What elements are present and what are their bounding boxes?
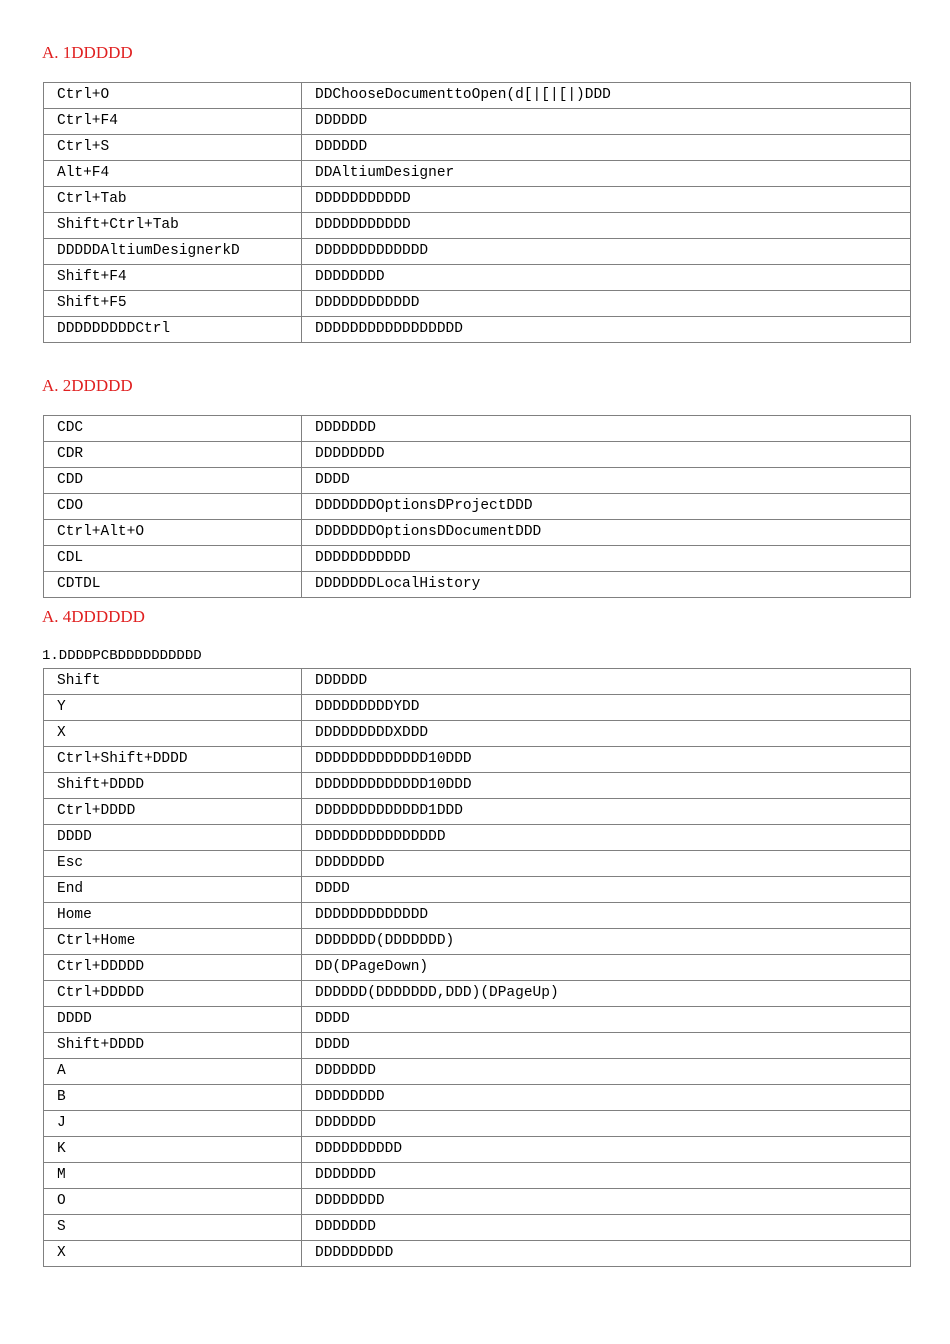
shortcut-description-cell: DDDDDDDDDDD <box>302 187 911 213</box>
shortcut-description-cell: DDDDDD <box>302 135 911 161</box>
shortcut-key-cell: X <box>44 721 302 747</box>
shortcut-key-cell: Home <box>44 903 302 929</box>
table-row <box>44 494 911 520</box>
shortcut-key-cell: Ctrl+DDDDD <box>44 981 302 1007</box>
shortcut-description-cell: DDDDDDDDDDDDD10DDD <box>302 773 911 799</box>
table-row <box>44 109 911 135</box>
table-row <box>44 1137 911 1163</box>
shortcut-key-cell: K <box>44 1137 302 1163</box>
shortcut-key-cell: Ctrl+O <box>44 83 302 109</box>
shortcut-description-cell: DDDDDDDD <box>302 1189 911 1215</box>
shortcut-key-cell: CDR <box>44 442 302 468</box>
shortcut-description-cell: DDDDDDDDDDDDDDD <box>302 825 911 851</box>
table-row <box>44 468 911 494</box>
shortcut-key-cell: CDL <box>44 546 302 572</box>
shortcut-table-a1 <box>43 82 911 343</box>
table-row <box>44 187 911 213</box>
shortcut-description-cell: DDDDDDDD <box>302 851 911 877</box>
shortcut-key-cell: X <box>44 1241 302 1267</box>
shortcut-key-cell: J <box>44 1111 302 1137</box>
shortcut-key-cell: S <box>44 1215 302 1241</box>
shortcut-description-cell: DDDDDDD <box>302 1111 911 1137</box>
shortcut-key-cell: Shift+F5 <box>44 291 302 317</box>
table-row <box>44 877 911 903</box>
shortcut-key-cell: CDC <box>44 416 302 442</box>
shortcut-key-cell: M <box>44 1163 302 1189</box>
table-row <box>44 669 911 695</box>
section-heading-a4: A. 4DDDDDD <box>42 607 145 626</box>
table-row <box>44 955 911 981</box>
table-row <box>44 416 911 442</box>
table-row <box>44 83 911 109</box>
table-row <box>44 1163 911 1189</box>
table-row <box>44 520 911 546</box>
shortcut-key-cell: Ctrl+Tab <box>44 187 302 213</box>
section-heading-a1: A. 1DDDDD <box>42 43 133 62</box>
table-row <box>44 1215 911 1241</box>
shortcut-description-cell: DDDDDDD <box>302 1215 911 1241</box>
shortcut-description-cell: DDDDDDDDDD <box>302 1137 911 1163</box>
shortcut-key-cell: Ctrl+Alt+O <box>44 520 302 546</box>
table-row <box>44 929 911 955</box>
shortcut-key-cell: B <box>44 1085 302 1111</box>
table-row <box>44 981 911 1007</box>
table-row <box>44 265 911 291</box>
table-row <box>44 135 911 161</box>
shortcut-description-cell: DDDDDDDLocalHistory <box>302 572 911 598</box>
shortcut-description-cell: DDAltiumDesigner <box>302 161 911 187</box>
table-row <box>44 1059 911 1085</box>
table-row <box>44 161 911 187</box>
table-row <box>44 747 911 773</box>
shortcut-description-cell: DDDDDDDDDDDD <box>302 291 911 317</box>
shortcut-key-cell: Ctrl+DDDD <box>44 799 302 825</box>
shortcut-key-cell: DDDDDDDDDCtrl <box>44 317 302 343</box>
shortcut-description-cell: DDDDDDD <box>302 1059 911 1085</box>
table-row <box>44 1007 911 1033</box>
table-row <box>44 903 911 929</box>
table-row <box>44 239 911 265</box>
table-row <box>44 721 911 747</box>
shortcut-description-cell: DDDDDDDDDDD <box>302 546 911 572</box>
table-row <box>44 695 911 721</box>
shortcut-description-cell: DDDDDDDOptionsDDocumentDDD <box>302 520 911 546</box>
table-row <box>44 1189 911 1215</box>
shortcut-key-cell: Ctrl+DDDDD <box>44 955 302 981</box>
table-row <box>44 213 911 239</box>
shortcut-key-cell: Ctrl+Home <box>44 929 302 955</box>
shortcut-description-cell: DDDD <box>302 877 911 903</box>
shortcut-description-cell: DDDD <box>302 1007 911 1033</box>
section-heading-a2: A. 2DDDDD <box>42 376 133 395</box>
shortcut-key-cell: Shift+DDDD <box>44 773 302 799</box>
shortcut-key-cell: Shift+DDDD <box>44 1033 302 1059</box>
table-row <box>44 825 911 851</box>
shortcut-key-cell: Ctrl+S <box>44 135 302 161</box>
shortcut-description-cell: DDDD <box>302 1033 911 1059</box>
table-row <box>44 1111 911 1137</box>
shortcut-description-cell: DDDDDDDOptionsDProjectDDD <box>302 494 911 520</box>
shortcut-description-cell: DDDDDDD <box>302 416 911 442</box>
shortcut-key-cell: Ctrl+Shift+DDDD <box>44 747 302 773</box>
table-row <box>44 773 911 799</box>
shortcut-table-a2 <box>43 415 911 598</box>
shortcut-description-cell: DDDDDDDDDDDDDDDDD <box>302 317 911 343</box>
shortcut-description-cell: DDDDDDDDDDD <box>302 213 911 239</box>
shortcut-description-cell: DDDDDDDD <box>302 265 911 291</box>
shortcut-description-cell: DDDDDDD <box>302 1163 911 1189</box>
shortcut-description-cell: DDDDDDDDDDDDD10DDD <box>302 747 911 773</box>
shortcut-key-cell: DDDD <box>44 1007 302 1033</box>
shortcut-description-cell: DDDDDDDDD <box>302 1241 911 1267</box>
shortcut-key-cell: End <box>44 877 302 903</box>
shortcut-key-cell: Esc <box>44 851 302 877</box>
shortcut-key-cell: A <box>44 1059 302 1085</box>
shortcut-description-cell: DDDDDDDDDYDD <box>302 695 911 721</box>
shortcut-description-cell: DDDD <box>302 468 911 494</box>
table-row <box>44 442 911 468</box>
shortcut-key-cell: DDDD <box>44 825 302 851</box>
shortcut-description-cell: DDChooseDocumenttoOpen(d[|[|[|)DDD <box>302 83 911 109</box>
shortcut-key-cell: Alt+F4 <box>44 161 302 187</box>
shortcut-key-cell: Shift+Ctrl+Tab <box>44 213 302 239</box>
shortcut-key-cell: CDD <box>44 468 302 494</box>
table-row <box>44 799 911 825</box>
shortcut-key-cell: DDDDDAltiumDesignerkD <box>44 239 302 265</box>
shortcut-key-cell: CDO <box>44 494 302 520</box>
shortcut-description-cell: DDDDDDDDDDDDD1DDD <box>302 799 911 825</box>
table-row <box>44 291 911 317</box>
shortcut-key-cell: Y <box>44 695 302 721</box>
pcb-subheading: 1.DDDDPCBDDDDDDDDDD <box>42 648 202 664</box>
shortcut-description-cell: DDDDDD <box>302 669 911 695</box>
table-row <box>44 1033 911 1059</box>
shortcut-key-cell: Shift <box>44 669 302 695</box>
shortcut-description-cell: DDDDDDD(DDDDDDD) <box>302 929 911 955</box>
shortcut-description-cell: DDDDDD <box>302 109 911 135</box>
shortcut-table-a4 <box>43 668 911 1267</box>
shortcut-description-cell: DD(DPageDown) <box>302 955 911 981</box>
shortcut-description-cell: DDDDDD(DDDDDDD,DDD)(DPageUp) <box>302 981 911 1007</box>
table-row <box>44 1085 911 1111</box>
table-row <box>44 572 911 598</box>
table-row <box>44 317 911 343</box>
shortcut-key-cell: Ctrl+F4 <box>44 109 302 135</box>
shortcut-key-cell: O <box>44 1189 302 1215</box>
shortcut-description-cell: DDDDDDDDDDDDD <box>302 903 911 929</box>
shortcut-key-cell: CDTDL <box>44 572 302 598</box>
table-row <box>44 851 911 877</box>
shortcut-description-cell: DDDDDDDD <box>302 1085 911 1111</box>
shortcut-description-cell: DDDDDDDDDDDDD <box>302 239 911 265</box>
table-row <box>44 546 911 572</box>
table-row <box>44 1241 911 1267</box>
shortcut-description-cell: DDDDDDDDDXDDD <box>302 721 911 747</box>
shortcut-description-cell: DDDDDDDD <box>302 442 911 468</box>
shortcut-key-cell: Shift+F4 <box>44 265 302 291</box>
